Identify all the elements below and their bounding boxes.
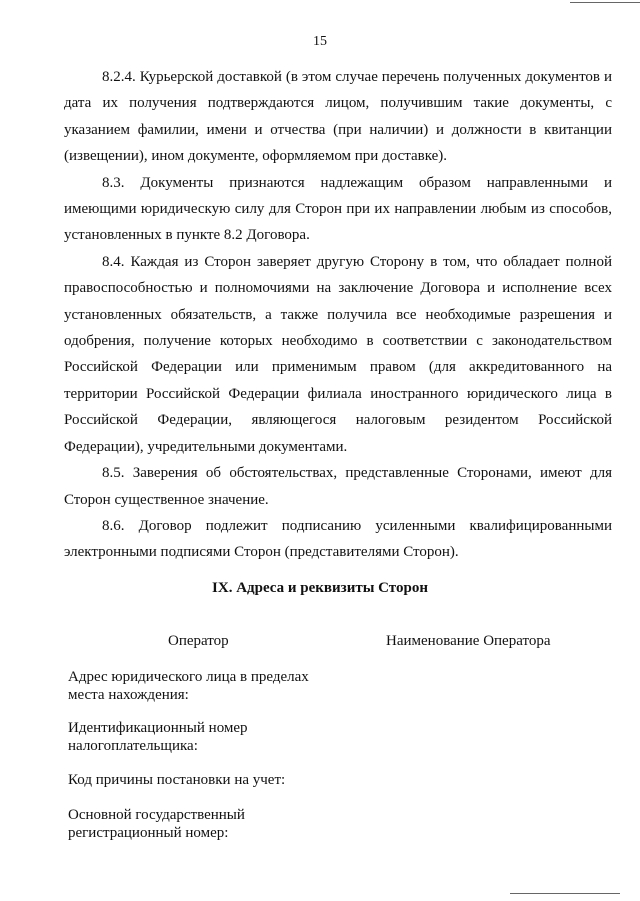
- scan-edge-mark-bottom: [510, 893, 620, 894]
- paragraph-8-6: 8.6. Договор подлежит подписанию усиленными квалифицированными электронными подписями Сторон (представителями Сторон).: [64, 517, 612, 561]
- paragraph-8-4: 8.4. Каждая из Сторон заверяет другую Сторону в том, что обладает полной правоспособностью и полномочиями на заключение Договора и исполнение всех установленных обязательств, а также получила все необходимые разрешения и одобрения, получение которых необходимо в соответствии с законодательством Российской Федерации или применимым правом (для аккредитованного на территории Российской Федерации филиала иностранного юридического лица в Российской Федерации, являющегося налоговым резидентом Российской Федерации), учредительными документами.: [64, 253, 612, 455]
- operator-label: Оператор: [168, 633, 229, 649]
- paragraph-8-2-4: 8.2.4. Курьерской доставкой (в этом случае перечень полученных документов и дата их получения подтверждаются лицом, получившим такие документы, с указанием фамилии, имени и отчества (при наличии) и должности в квитанции (извещении), ином документе, оформляемом при доставке).: [64, 69, 612, 165]
- field-ogrn: Основной государственный регистрационный номер:: [68, 807, 245, 841]
- field-kpp: Код причины постановки на учет:: [68, 772, 286, 788]
- document-body: [64, 64, 612, 566]
- operator-name-label: Наименование Оператора: [386, 633, 551, 649]
- page-number: 15: [313, 34, 327, 49]
- paragraph-8-3: 8.3. Документы признаются надлежащим образом направленными и имеющими юридическую силу для Сторон при их направлении любым из способов, установленных в пункте 8.2 Договора.: [64, 174, 612, 244]
- section-title: IX. Адреса и реквизиты Сторон: [212, 580, 428, 596]
- field-inn: Идентификационный номер налогоплательщика:: [68, 720, 248, 754]
- scan-edge-mark-top: [570, 2, 640, 3]
- paragraph-8-5: 8.5. Заверения об обстоятельствах, представленные Сторонами, имеют для Сторон существенное значение.: [64, 465, 612, 508]
- field-legal-address: Адрес юридического лица в пределах места нахождения:: [68, 669, 309, 703]
